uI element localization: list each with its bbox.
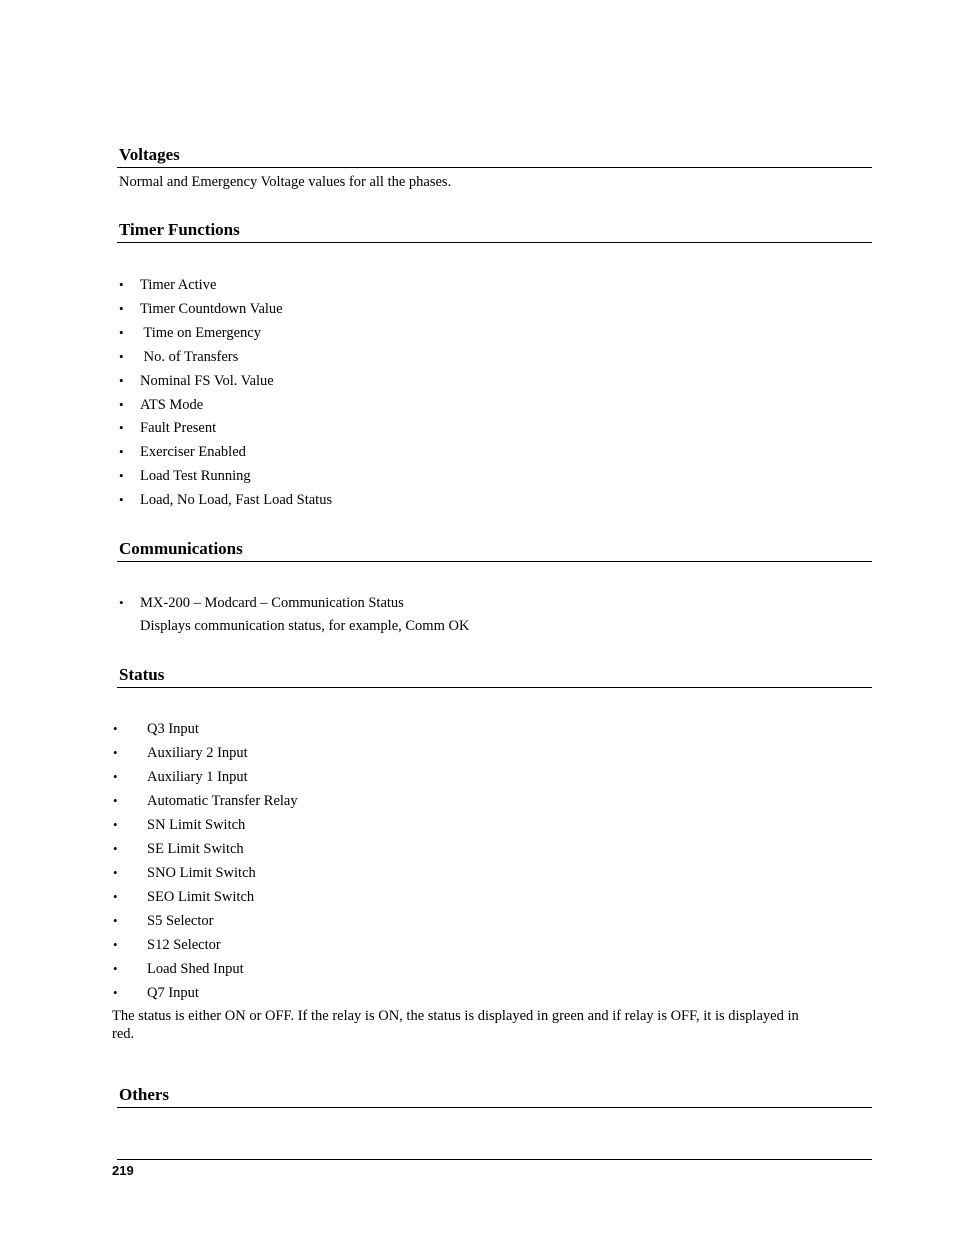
list-item: ATS Mode [140,396,204,413]
list-bullet: • [119,396,124,412]
list-item: Load, No Load, Fast Load Status [140,492,333,509]
list-bullet: • [119,492,124,508]
voltages-description: Normal and Emergency Voltage values for all the phases. [119,174,452,190]
section-heading-communications: Communications [119,539,243,558]
communications-subtext: Displays communication status, for example, Comm OK [140,618,470,634]
list-bullet: • [113,961,118,976]
section-rule [117,687,872,688]
list-bullet: • [113,889,118,904]
list-item: Timer Countdown Value [140,300,283,317]
list-bullet: • [119,300,124,316]
section-heading-others: Others [119,1085,170,1104]
page-number: 219 [112,1163,134,1178]
list-item: Nominal FS Vol. Value [140,372,274,389]
list-bullet: • [113,817,118,832]
list-bullet: • [113,937,118,952]
list-bullet: • [113,745,118,760]
list-bullet: • [119,595,124,610]
list-item: SEO Limit Switch [147,889,255,905]
section-rule [117,167,872,168]
list-bullet: • [119,420,124,436]
list-bullet: • [119,324,124,340]
list-bullet: • [119,372,124,388]
list-item: Q3 Input [147,721,199,737]
list-bullet: • [119,444,124,460]
list-bullet: • [113,721,118,736]
list-item: Timer Active [140,277,217,293]
list-item: SNO Limit Switch [147,865,256,881]
list-item: No. of Transfers [140,348,239,365]
list-bullet: • [113,769,118,784]
list-bullet: • [113,913,118,928]
section-rule [117,242,872,243]
status-note-line-2: red. [112,1026,135,1042]
section-rule [117,1107,872,1108]
list-item: Load Shed Input [147,961,244,977]
list-bullet: • [119,277,124,292]
list-item: Fault Present [140,420,217,437]
section-heading-status: Status [119,665,165,684]
list-bullet: • [113,865,118,880]
section-rule [117,561,872,562]
list-item: SE Limit Switch [147,841,244,857]
list-item: Auxiliary 2 Input [147,745,248,761]
list-bullet: • [119,348,124,364]
list-bullet: • [113,985,118,1000]
list-item: Exerciser Enabled [140,444,246,461]
list-item: S12 Selector [147,937,221,953]
list-bullet: • [119,468,124,484]
list-bullet: • [113,841,118,856]
list-item: Automatic Transfer Relay [147,793,298,809]
list-item: Q7 Input [147,985,199,1001]
section-heading-voltages: Voltages [119,145,180,164]
list-item: SN Limit Switch [147,817,246,833]
list-item: Time on Emergency [140,324,261,341]
section-heading-timer-functions: Timer Functions [119,220,240,239]
list-item: MX-200 – Modcard – Communication Status [140,595,404,611]
status-note-line-1: The status is either ON or OFF. If the relay is ON, the status is displayed in green and if relay is OFF, it is displayed in [112,1008,799,1024]
footer-rule [117,1159,872,1160]
list-item: S5 Selector [147,913,214,929]
list-item: Auxiliary 1 Input [147,769,248,785]
list-item: Load Test Running [140,468,251,485]
list-bullet: • [113,793,118,808]
